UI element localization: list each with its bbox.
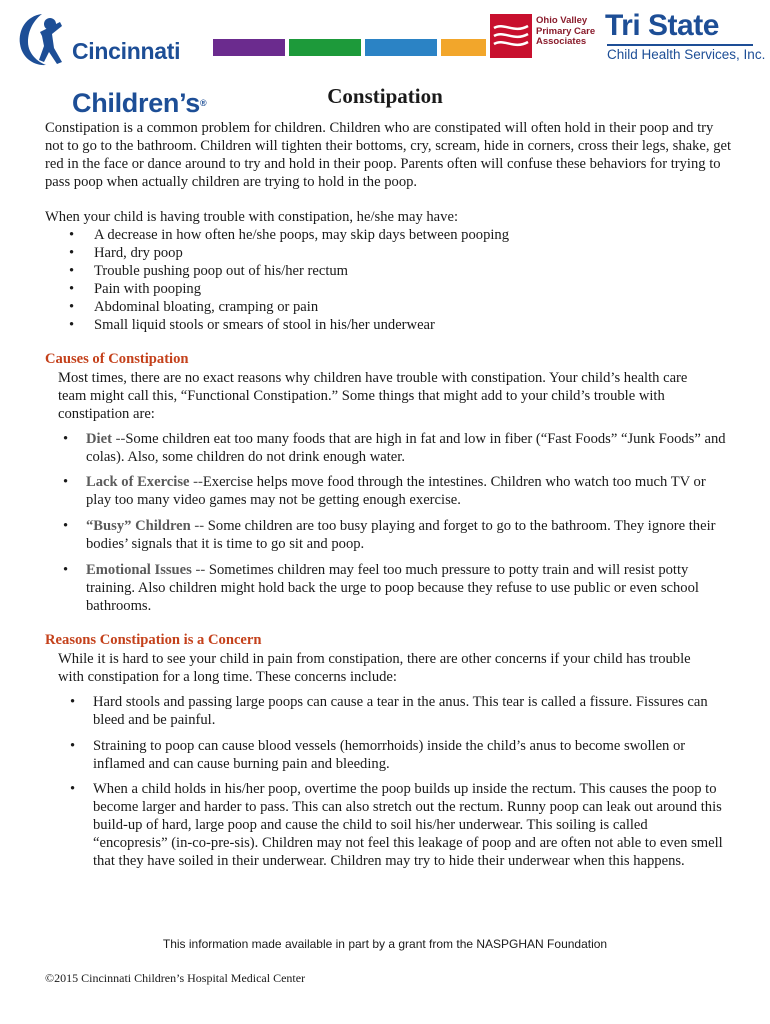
list-item <box>86 561 726 615</box>
cause-term: Emotional Issues -- <box>86 562 206 578</box>
list-item: • Abdominal bloating, cramping or pain <box>64 298 509 316</box>
child-figure-icon <box>16 10 68 68</box>
cause-text: Some children eat too many foods that are high in fat and low in fiber (“Fast Foods” “Junk Foods” and colas). Also, some children do not drink enough water. <box>86 431 726 465</box>
list-item: • Small liquid stools or smears of stool in his/her underwear <box>64 316 509 334</box>
cincinnati-childrens-logo <box>16 10 208 118</box>
list-item <box>86 430 726 466</box>
ohio-valley-logo <box>490 14 600 60</box>
list-item: • When a child holds in his/her poop, overtime the poop builds up inside the rectum. This causes the poop to become larger and harder to pass. This can also stretch out the rectum. Runny poop can leak out around this build-up of hard, large poop and cause the child to soil his/her underwear. This soiling is called “encopresis” (in-co-pre-sis). Children may not feel this leakage of poop and are often not able to even smell that they have soiled in their underwear. Children may try to hide their underwear when this happens. <box>93 780 723 870</box>
list-item <box>86 517 726 553</box>
tri-state-subtitle: Child Health Services, Inc. <box>607 47 766 62</box>
list-item: • Hard, dry poop <box>64 244 509 262</box>
cch-wordmark-line2: Children’s <box>72 88 201 118</box>
list-item: • Trouble pushing poop out of his/her rectum <box>64 262 509 280</box>
cause-text: Exercise helps move food through the intestines. Children who watch too much TV or play too many video games may not be getting enough exercise. <box>86 474 706 508</box>
list-item: • A decrease in how often he/she poops, may skip days between pooping <box>64 226 509 244</box>
ovpca-line: Associates <box>536 36 587 47</box>
reasons-heading: Reasons Constipation is a Concern <box>45 632 262 648</box>
color-stripe-orange <box>441 39 486 56</box>
color-stripe-purple <box>213 39 285 56</box>
symptoms-lead: When your child is having trouble with constipation, he/she may have: <box>45 209 458 225</box>
copyright: ©2015 Cincinnati Children’s Hospital Medical Center <box>45 971 306 985</box>
grant-footer: This information made available in part by a grant from the NASPGHAN Foundation <box>162 937 608 951</box>
list-item <box>86 473 726 509</box>
color-stripe-green <box>289 39 361 56</box>
cch-wordmark-line1: Cincinnati <box>72 38 181 64</box>
cause-term: “Busy” Children -- <box>86 518 205 534</box>
symptoms-list <box>64 226 509 334</box>
cause-text: Some children are too busy playing and forget to go to the bathroom. They ignore their bodies’ signals that it is time to go sit and poop. <box>86 518 716 552</box>
list-item: • Hard stools and passing large poops can cause a tear in the anus. This tear is called a fissure. Fissures can bleed and be painful. <box>93 693 723 729</box>
tri-state-rule <box>607 44 753 46</box>
page-title: Constipation <box>327 84 443 108</box>
ovpca-line: Primary Care <box>536 25 596 37</box>
cause-text: Sometimes children may feel too much pressure to potty train and will resist potty training. Also children might hold back the urge to poop because they refuse to use public or even school bathrooms. <box>86 562 699 614</box>
cause-term: Diet -- <box>86 431 126 447</box>
ovpca-line: Ohio Valley <box>536 15 588 26</box>
tri-state-logo <box>605 9 766 66</box>
ohio-valley-wordmark <box>536 16 606 48</box>
list-item: • Straining to poop can cause blood vessels (hemorrhoids) inside the child’s anus to become swollen or inflamed and can cause burning pain and bleeding. <box>93 737 723 773</box>
registered-mark: ® <box>200 98 207 108</box>
tri-state-title: Tri State <box>605 9 719 42</box>
causes-intro: Most times, there are no exact reasons why children have trouble with constipation. Your child’s health care team might call this, “Functional Constipation.” Some things that might add to your child’s trouble with constipation are: <box>58 370 688 422</box>
cause-term: Lack of Exercise -- <box>86 474 203 490</box>
intro-paragraph: Constipation is a common problem for children. Children who are constipated will often hold in their poop and try not to go to the bathroom. Children will tighten their bottoms, cry, scream, hide in corners, cross their legs, shake, get red in the face or dance around to try and hold in their poop. Parents often will confuse these behaviors for trying to pass poop when actually children are trying to hold in the poop. <box>45 120 732 190</box>
list-item: • Pain with pooping <box>64 280 509 298</box>
reasons-intro: While it is hard to see your child in pain from constipation, there are other concerns if your child has trouble with constipation for a long time. These concerns include: <box>58 651 691 685</box>
ohio-valley-wave-icon <box>490 14 532 58</box>
causes-heading: Causes of Constipation <box>45 351 189 367</box>
color-stripe-blue <box>365 39 437 56</box>
